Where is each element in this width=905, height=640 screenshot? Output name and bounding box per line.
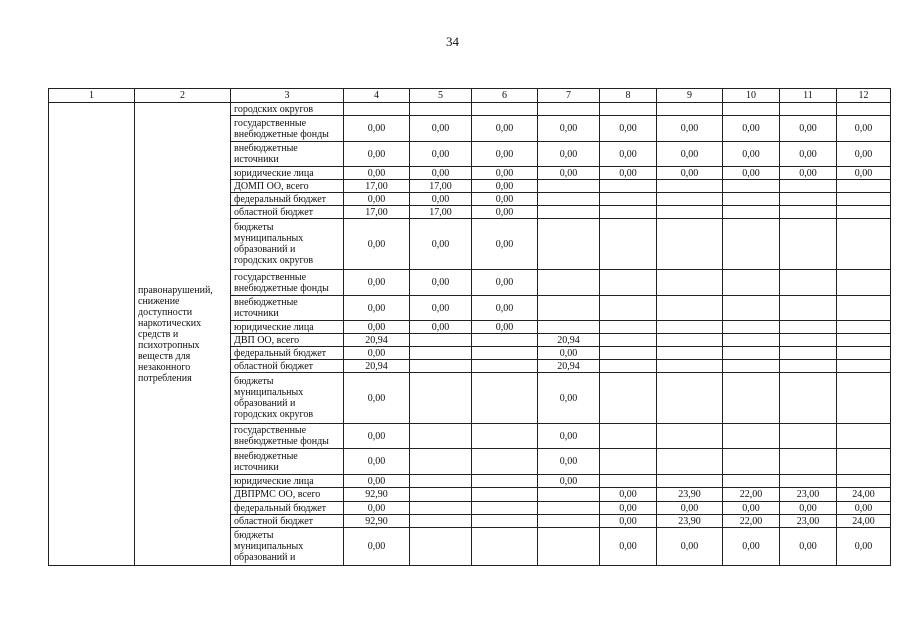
funding-source-label: юридические лица [231,167,344,180]
value-cell [600,449,657,475]
value-cell [657,334,723,347]
value-cell [538,270,600,296]
column-header-1: 1 [49,89,135,103]
value-cell [472,334,538,347]
value-cell [538,515,600,528]
value-cell [780,360,837,373]
value-cell [780,347,837,360]
funding-source-label: юридические лица [231,475,344,488]
value-cell: 0,00 [410,270,472,296]
value-cell [780,449,837,475]
value-cell: 0,00 [410,193,472,206]
value-cell: 0,00 [657,142,723,167]
value-cell [600,219,657,270]
value-cell: 0,00 [600,502,657,515]
value-cell [837,219,891,270]
value-cell [410,334,472,347]
value-cell [780,424,837,449]
value-cell [472,502,538,515]
value-cell: 0,00 [472,167,538,180]
budget-table [48,88,891,566]
value-cell: 22,00 [723,515,780,528]
value-cell: 23,90 [657,488,723,502]
value-cell: 0,00 [538,167,600,180]
column-header-8: 8 [600,89,657,103]
value-cell: 23,00 [780,515,837,528]
value-cell: 17,00 [410,180,472,193]
value-cell [780,296,837,321]
value-cell [780,206,837,219]
value-cell [723,475,780,488]
value-cell: 0,00 [472,116,538,142]
value-cell: 0,00 [472,219,538,270]
value-cell: 0,00 [723,116,780,142]
value-cell [472,475,538,488]
value-cell [410,424,472,449]
value-cell: 0,00 [600,528,657,566]
value-cell [472,488,538,502]
value-cell [538,528,600,566]
value-cell: 0,00 [723,502,780,515]
value-cell [472,515,538,528]
value-cell: 0,00 [723,142,780,167]
value-cell: 0,00 [780,116,837,142]
measure-description: правонарушений, снижение доступности наркотических средств и психотропных веществ для незаконного потребления [135,103,231,566]
header-row [49,89,891,103]
funding-source-label: ДВП ОО, всего [231,334,344,347]
value-cell [410,528,472,566]
value-cell [657,270,723,296]
value-cell: 0,00 [780,502,837,515]
value-cell [837,449,891,475]
value-cell: 0,00 [657,502,723,515]
value-cell [723,373,780,424]
value-cell [600,321,657,334]
value-cell [657,206,723,219]
column-header-7: 7 [538,89,600,103]
value-cell [600,475,657,488]
funding-source-label: федеральный бюджет [231,502,344,515]
value-cell: 0,00 [657,167,723,180]
value-cell: 0,00 [410,219,472,270]
value-cell: 0,00 [600,142,657,167]
funding-source-label: внебюджетные источники [231,296,344,321]
value-cell: 17,00 [344,180,410,193]
value-cell: 0,00 [344,193,410,206]
column-header-5: 5 [410,89,472,103]
value-cell [657,424,723,449]
value-cell [723,424,780,449]
value-cell [410,373,472,424]
value-cell [538,180,600,193]
funding-source-label: бюджеты муниципальных образований и городских округов [231,373,344,424]
value-cell: 0,00 [472,296,538,321]
value-cell: 0,00 [344,475,410,488]
value-cell [600,360,657,373]
value-cell: 0,00 [600,488,657,502]
value-cell: 20,94 [344,360,410,373]
value-cell [837,424,891,449]
value-cell [600,296,657,321]
value-cell: 0,00 [472,321,538,334]
value-cell [600,373,657,424]
value-cell [657,219,723,270]
value-cell [657,475,723,488]
value-cell [657,180,723,193]
value-cell [600,180,657,193]
value-cell: 0,00 [723,528,780,566]
value-cell [410,475,472,488]
value-cell [837,475,891,488]
value-cell [472,347,538,360]
value-cell [410,488,472,502]
value-cell: 0,00 [344,321,410,334]
value-cell: 0,00 [657,528,723,566]
funding-source-label: государственные внебюджетные фонды [231,116,344,142]
value-cell [657,296,723,321]
value-cell: 0,00 [780,142,837,167]
value-cell: 0,00 [780,167,837,180]
value-cell: 0,00 [600,515,657,528]
value-cell: 20,94 [538,360,600,373]
value-cell: 0,00 [410,296,472,321]
value-cell: 0,00 [472,142,538,167]
value-cell [780,180,837,193]
value-cell: 0,00 [410,321,472,334]
value-cell [780,334,837,347]
value-cell [837,206,891,219]
column-header-12: 12 [837,89,891,103]
value-cell [472,373,538,424]
value-cell: 0,00 [472,193,538,206]
funding-source-label: внебюджетные источники [231,142,344,167]
column-header-4: 4 [344,89,410,103]
funding-source-label: государственные внебюджетные фонды [231,424,344,449]
value-cell [723,360,780,373]
value-cell [723,180,780,193]
value-cell [723,103,780,116]
value-cell: 23,00 [780,488,837,502]
funding-source-label: внебюджетные источники [231,449,344,475]
value-cell: 0,00 [472,270,538,296]
value-cell: 0,00 [344,116,410,142]
table-body [49,103,891,566]
value-cell: 17,00 [344,206,410,219]
funding-source-label: ДОМП ОО, всего [231,180,344,193]
value-cell [723,449,780,475]
value-cell [538,502,600,515]
value-cell [657,193,723,206]
value-cell [780,321,837,334]
value-cell [837,296,891,321]
value-cell: 0,00 [344,142,410,167]
value-cell [472,424,538,449]
value-cell: 0,00 [344,167,410,180]
column-header-6: 6 [472,89,538,103]
value-cell [723,193,780,206]
value-cell: 92,90 [344,515,410,528]
value-cell: 0,00 [344,502,410,515]
value-cell [723,347,780,360]
value-cell: 0,00 [538,116,600,142]
table-row [49,103,891,116]
value-cell [538,296,600,321]
value-cell [657,321,723,334]
value-cell [410,515,472,528]
value-cell [723,334,780,347]
funding-source-label: федеральный бюджет [231,347,344,360]
value-cell: 0,00 [344,296,410,321]
value-cell [780,219,837,270]
value-cell: 0,00 [344,528,410,566]
value-cell: 0,00 [600,116,657,142]
value-cell: 0,00 [723,167,780,180]
value-cell: 0,00 [410,116,472,142]
value-cell [837,321,891,334]
value-cell: 0,00 [600,167,657,180]
value-cell [600,206,657,219]
value-cell: 0,00 [344,347,410,360]
value-cell: 20,94 [538,334,600,347]
column-header-10: 10 [723,89,780,103]
value-cell [837,270,891,296]
column-1-cell [49,103,135,566]
value-cell: 0,00 [344,424,410,449]
value-cell: 24,00 [837,488,891,502]
page-number: 34 [446,34,459,49]
value-cell [472,449,538,475]
value-cell [837,360,891,373]
value-cell [780,193,837,206]
value-cell: 0,00 [538,347,600,360]
value-cell [837,373,891,424]
value-cell [723,219,780,270]
value-cell: 0,00 [538,475,600,488]
value-cell: 0,00 [837,142,891,167]
value-cell [657,373,723,424]
value-cell: 23,90 [657,515,723,528]
value-cell: 0,00 [657,116,723,142]
value-cell [538,488,600,502]
value-cell [657,449,723,475]
value-cell [472,360,538,373]
value-cell: 0,00 [837,502,891,515]
value-cell [600,424,657,449]
value-cell: 0,00 [780,528,837,566]
funding-source-label: областной бюджет [231,360,344,373]
value-cell [410,449,472,475]
value-cell [344,103,410,116]
value-cell [600,334,657,347]
value-cell [600,270,657,296]
funding-source-label: государственные внебюджетные фонды [231,270,344,296]
value-cell [410,360,472,373]
value-cell: 0,00 [538,424,600,449]
funding-source-label: юридические лица [231,321,344,334]
value-cell: 0,00 [837,116,891,142]
value-cell: 0,00 [538,142,600,167]
value-cell [472,528,538,566]
value-cell [538,321,600,334]
funding-source-label: областной бюджет [231,515,344,528]
value-cell [723,206,780,219]
value-cell [837,334,891,347]
value-cell: 92,90 [344,488,410,502]
value-cell [657,347,723,360]
value-cell [780,270,837,296]
value-cell [472,103,538,116]
value-cell [410,347,472,360]
value-cell [837,180,891,193]
value-cell [538,193,600,206]
value-cell: 17,00 [410,206,472,219]
value-cell: 0,00 [410,167,472,180]
column-header-2: 2 [135,89,231,103]
value-cell [837,193,891,206]
value-cell: 0,00 [837,167,891,180]
value-cell: 22,00 [723,488,780,502]
value-cell [600,347,657,360]
column-header-9: 9 [657,89,723,103]
value-cell [410,103,472,116]
value-cell [410,502,472,515]
value-cell [723,321,780,334]
value-cell: 0,00 [472,206,538,219]
value-cell: 20,94 [344,334,410,347]
value-cell [780,373,837,424]
funding-source-label: бюджеты муниципальных образований и городских округов [231,219,344,270]
value-cell [780,475,837,488]
funding-source-label: областной бюджет [231,206,344,219]
value-cell: 0,00 [410,142,472,167]
value-cell: 0,00 [538,373,600,424]
value-cell: 0,00 [344,219,410,270]
value-cell [538,103,600,116]
value-cell [600,193,657,206]
value-cell [538,219,600,270]
value-cell [657,360,723,373]
value-cell: 0,00 [538,449,600,475]
value-cell [723,270,780,296]
value-cell [723,296,780,321]
funding-source-label: федеральный бюджет [231,193,344,206]
funding-source-label: ДВПРМС ОО, всего [231,488,344,502]
value-cell: 0,00 [837,528,891,566]
value-cell [538,206,600,219]
value-cell [837,103,891,116]
value-cell: 0,00 [472,180,538,193]
value-cell [837,347,891,360]
value-cell: 0,00 [344,373,410,424]
column-header-11: 11 [780,89,837,103]
value-cell [780,103,837,116]
value-cell: 0,00 [344,270,410,296]
value-cell: 24,00 [837,515,891,528]
funding-source-label: городских округов [231,103,344,116]
value-cell [657,103,723,116]
funding-source-label: бюджеты муниципальных образований и [231,528,344,566]
column-header-3: 3 [231,89,344,103]
value-cell: 0,00 [344,449,410,475]
value-cell [600,103,657,116]
